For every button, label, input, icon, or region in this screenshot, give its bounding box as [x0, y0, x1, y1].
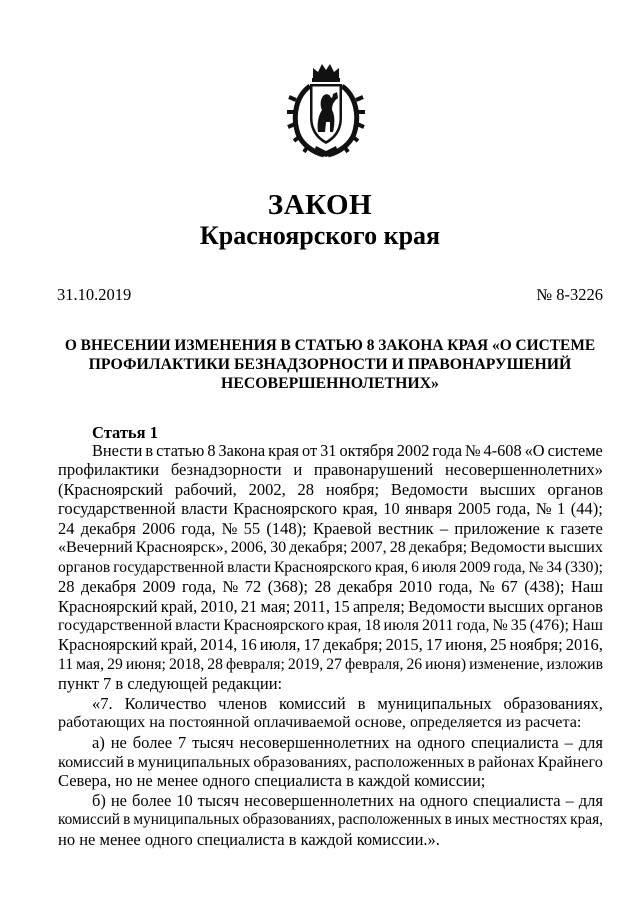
body-line: Севера, но не менее одного специалиста в каждой комиссии;	[58, 771, 486, 791]
subject-line: О ВНЕСЕНИИ ИЗМЕНЕНИЯ В СТАТЬЮ 8 ЗАКОНА КРАЯ «О СИСТЕМЕ	[64, 337, 596, 354]
body-line: 24 декабря 2006 года, № 55 (148); Краевой вестник – приложение к газете	[58, 518, 603, 538]
law-subject	[62, 336, 598, 393]
body-line: профилактики безнадзорности и правонарушений несовершеннолетних»	[58, 460, 603, 480]
body-line: 11 мая, 29 июня; 2018, 28 февраля; 2019, 27 февраля, 26 июня) изменение, изложив	[58, 655, 603, 673]
body-line: а) не более 7 тысяч несовершеннолетних на одного специалиста – для	[92, 732, 603, 752]
body-line: комиссий в муниципальных образованиях, расположенных в районах Крайнего	[58, 752, 603, 771]
law-region: Красноярского края	[199, 221, 441, 250]
body-line: 28 декабря 2009 года, № 72 (368); 28 декабря 2010 года, № 67 (438); Наш	[58, 577, 603, 597]
article-heading: Статья 1	[92, 423, 158, 442]
subject-line: НЕСОВЕРШЕННОЛЕТНИХ»	[221, 375, 439, 392]
body-line: но не менее одного специалиста в каждой комиссии.».	[58, 829, 440, 849]
body-line: «7. Количество членов комиссий в муниципальных образованиях,	[92, 693, 603, 713]
body-line: государственной власти Красноярского края, 18 июля 2011 года, № 35 (476); Наш	[58, 616, 603, 634]
body-line: Внести в статью 8 Закона края от 31 октября 2002 года № 4-608 «О системе	[92, 441, 603, 460]
krasnoyarsk-coat-of-arms-icon	[286, 60, 366, 160]
subject-line: ПРОФИЛАКТИКИ БЕЗНАДЗОРНОСТИ И ПРАВОНАРУШЕНИЙ	[88, 356, 572, 373]
body-line: пункт 7 в следующей редакции:	[58, 674, 283, 694]
body-line: Красноярский край, 2014, 16 июля, 17 декабря; 2015, 17 июня, 25 ноября; 2016,	[58, 635, 603, 655]
body-line: Красноярский край, 2010, 21 мая; 2011, 15 апреля; Ведомости высших органов	[58, 596, 603, 616]
body-line: (Красноярский рабочий, 2002, 28 ноября; Ведомости высших органов	[58, 479, 603, 499]
body-line: работающих на постоянной оплачиваемой основе, определяется из расчета:	[58, 713, 582, 732]
body-line: «Вечерний Красноярск», 2006, 30 декабря; 2007, 28 декабря; Ведомости высших	[58, 539, 603, 557]
body-line: комиссий в муниципальных образованиях, расположенных в иных местностях края,	[58, 811, 603, 829]
body-line: органов государственной власти Красноярского края, 6 июля 2009 года, № 34 (330);	[58, 558, 603, 576]
law-title: ЗАКОН	[267, 189, 373, 221]
body-line: государственной власти Красноярского края, 10 января 2005 года, № 1 (44);	[58, 499, 603, 519]
law-number: № 8-3226	[536, 285, 603, 304]
law-date: 31.10.2019	[57, 285, 132, 304]
article-body	[58, 441, 603, 849]
body-line: б) не более 10 тысяч несовершеннолетних на одного специалиста – для	[92, 790, 603, 810]
